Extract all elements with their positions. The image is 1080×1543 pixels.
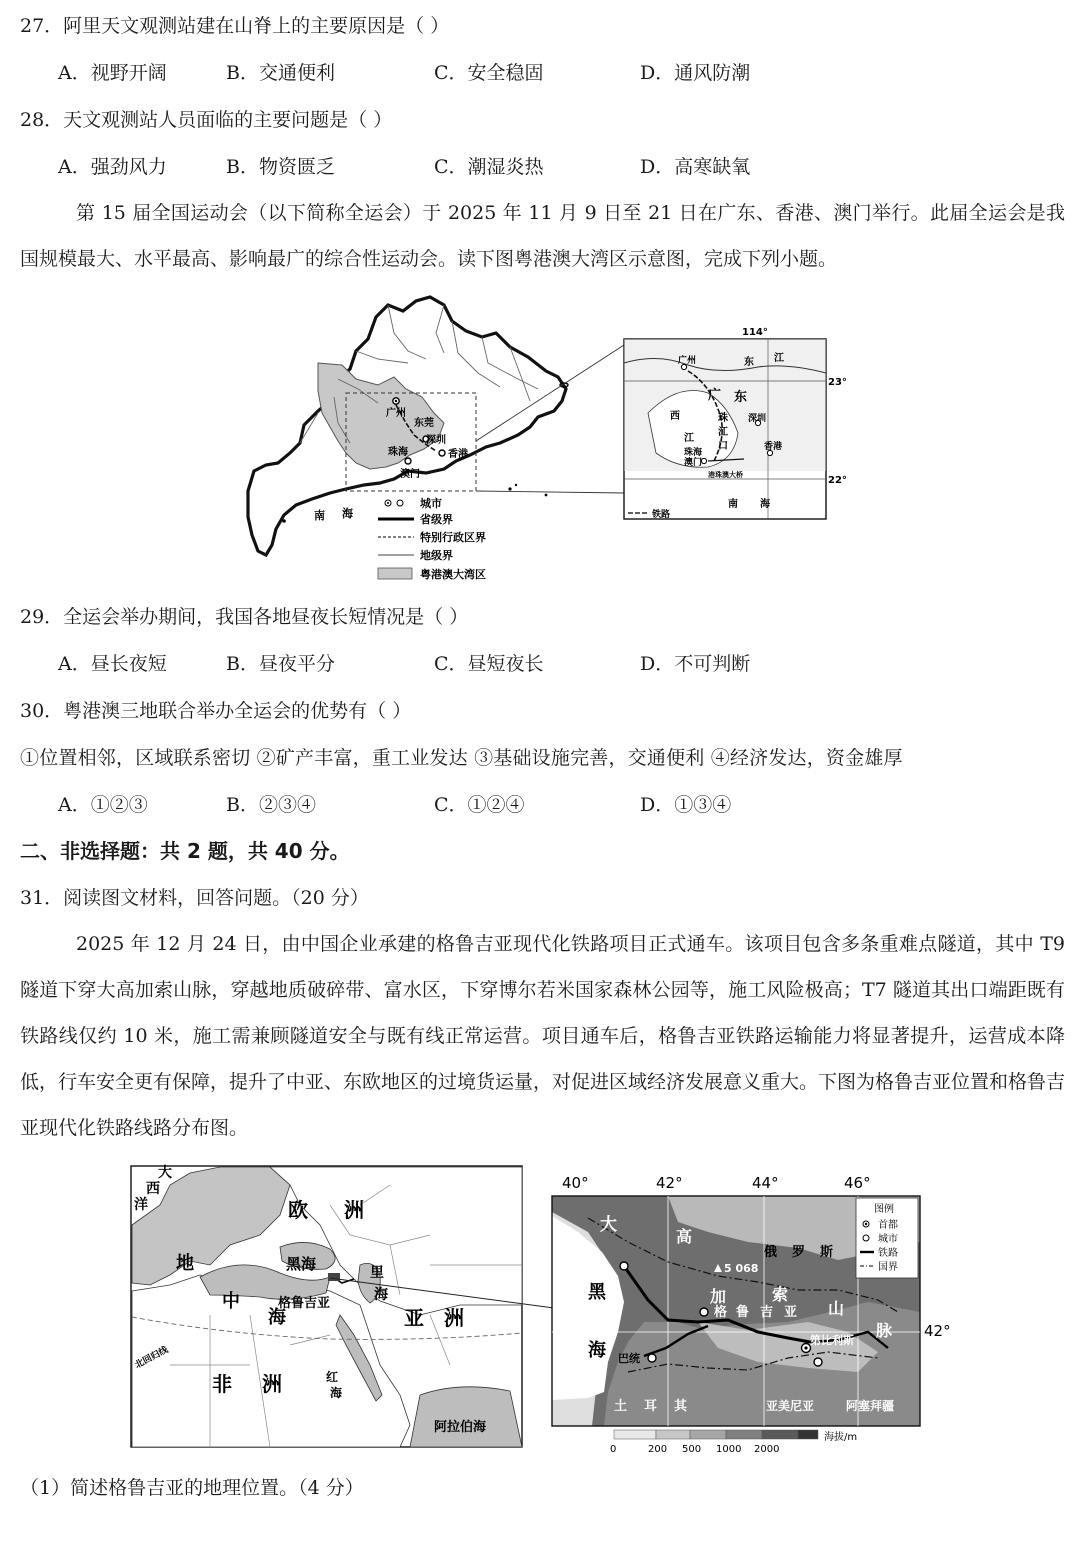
map1-label-macau: 澳门 <box>400 469 420 480</box>
svg-text:5 068: 5 068 <box>724 1262 759 1275</box>
svg-text:亚: 亚 <box>404 1306 424 1330</box>
svg-text:22°: 22° <box>828 475 847 486</box>
q29-stem: 29．全运会举办期间，我国各地昼夜长短情况是（ ） <box>20 606 469 628</box>
svg-text:斯: 斯 <box>820 1245 834 1260</box>
q27-stem: 27．阿里天文观测站建在山脊上的主要原因是（ ） <box>20 15 450 37</box>
map1-sea-2: 海 <box>342 507 353 520</box>
svg-text:格鲁吉亚: 格鲁吉亚 <box>278 1296 331 1311</box>
svg-text:2000: 2000 <box>754 1444 780 1455</box>
q28-option-b: B．物资匮乏 <box>226 156 335 178</box>
q30-statements: ①位置相邻，区域联系密切 ②矿产丰富，重工业发达 ③基础设施完善，交通便利 ④经济发达，资金雄厚 <box>20 747 903 769</box>
svg-text:中: 中 <box>222 1291 240 1312</box>
svg-text:1000: 1000 <box>716 1444 742 1455</box>
q28-option-a: A．强劲风力 <box>58 156 167 178</box>
svg-text:城市: 城市 <box>878 1234 898 1245</box>
svg-text:索: 索 <box>772 1285 789 1304</box>
q30-stem: 30．粤港澳三地联合举办全运会的优势有（ ） <box>20 700 412 722</box>
svg-text:亚: 亚 <box>784 1305 798 1320</box>
q28-option-d: D．高寒缺氧 <box>640 156 751 178</box>
svg-text:200: 200 <box>648 1444 668 1455</box>
svg-text:脉: 脉 <box>876 1321 893 1340</box>
svg-text:香港: 香港 <box>764 442 783 452</box>
svg-text:地: 地 <box>176 1253 194 1274</box>
svg-text:国界: 国界 <box>878 1262 898 1273</box>
svg-text:23°: 23° <box>828 377 847 388</box>
svg-text:首都: 首都 <box>878 1220 898 1231</box>
svg-text:海拔/m: 海拔/m <box>824 1432 858 1443</box>
svg-text:洲: 洲 <box>262 1372 282 1396</box>
svg-text:阿塞拜疆: 阿塞拜疆 <box>846 1399 895 1413</box>
georgia-railway-map <box>548 1172 960 1460</box>
svg-text:洋: 洋 <box>134 1197 148 1213</box>
svg-text:珠海: 珠海 <box>684 448 703 458</box>
svg-text:耳: 耳 <box>644 1399 658 1414</box>
svg-text:东: 东 <box>734 390 748 405</box>
q31-material: 2025 年 12 月 24 日，由中国企业承建的格鲁吉亚现代化铁路项目正式通车。该项目包含多条重难点隧道，其中 T9 隧道下穿大高加索山脉，穿越地质破碎带、富水区，下穿博尔若米国家森林公园等，施工风险极高；T7 隧道其出口端距既有铁路线仅约 10 米，施工需兼顾隧道安全与既有线正常运营。项目通车后，格鲁吉亚铁路运输能力将显著提升，运营成本降低，行车安全更有保障，提升了中亚、东欧地区的过境货运量，对促进区域经济发展意义重大。下图为格鲁吉亚位置和格鲁吉亚现代化铁路线路分布图。 <box>20 933 1066 1139</box>
svg-text:其: 其 <box>674 1399 688 1414</box>
svg-text:巴统: 巴统 <box>618 1352 640 1365</box>
q30-option-c: C．①②④ <box>434 794 525 816</box>
svg-text:洲: 洲 <box>444 1306 464 1330</box>
q27-option-c: C．安全稳固 <box>434 62 544 84</box>
q31-sub-question-1: （1）简述格鲁吉亚的地理位置。（4 分） <box>20 1477 364 1499</box>
svg-text:广: 广 <box>708 388 722 403</box>
svg-text:江: 江 <box>684 433 694 444</box>
svg-text:俄: 俄 <box>764 1245 778 1260</box>
intro-paragraph: 第 15 届全国运动会（以下简称全运会）于 2025 年 11 月 9 日至 21 日在广东、香港、澳门举行。此届全运会是我国规模最大、水平最高、影响最广的综合性运动会。读下图粤港澳大湾区示意图，完成下列小题。 <box>20 202 1065 270</box>
svg-text:广州: 广州 <box>678 356 697 366</box>
map1-inset <box>624 327 847 520</box>
q29-option-c: C．昼短夜长 <box>434 653 544 675</box>
svg-text:加: 加 <box>710 1287 727 1306</box>
svg-text:红: 红 <box>326 1370 339 1384</box>
svg-text:42°: 42° <box>656 1174 683 1192</box>
q30-option-d: D．①③④ <box>640 794 732 816</box>
q29-option-a: A．昼长夜短 <box>58 653 167 675</box>
svg-text:114°: 114° <box>742 327 768 338</box>
svg-text:特别行政区界: 特别行政区界 <box>420 531 486 544</box>
svg-text:非: 非 <box>212 1372 232 1396</box>
svg-text:罗: 罗 <box>792 1245 806 1260</box>
svg-text:吉: 吉 <box>760 1305 774 1320</box>
svg-text:港珠澳大桥: 港珠澳大桥 <box>708 471 743 479</box>
map-connector-line <box>330 1268 556 1310</box>
svg-text:省级界: 省级界 <box>420 513 453 526</box>
q27-option-a: A．视野开阔 <box>58 62 167 84</box>
svg-text:珠: 珠 <box>718 413 728 424</box>
greater-bay-area-map <box>238 293 847 585</box>
svg-text:黑海: 黑海 <box>286 1255 317 1273</box>
map1-label-shenzhen: 深圳 <box>426 435 446 446</box>
svg-text:北回归线: 北回归线 <box>133 1345 171 1371</box>
svg-text:0: 0 <box>610 1444 617 1455</box>
q31-stem: 31．阅读图文材料，回答问题。（20 分） <box>20 887 369 909</box>
svg-text:西: 西 <box>670 411 680 422</box>
svg-text:洲: 洲 <box>344 1198 364 1222</box>
svg-text:图例: 图例 <box>874 1204 894 1215</box>
svg-text:西: 西 <box>146 1181 160 1197</box>
map1-legend <box>378 496 486 581</box>
svg-text:500: 500 <box>682 1444 702 1455</box>
svg-text:地级界: 地级界 <box>420 549 453 562</box>
svg-text:深圳: 深圳 <box>748 414 767 424</box>
map1-label-guangzhou: 广州 <box>386 408 406 419</box>
svg-text:海: 海 <box>330 1386 343 1400</box>
svg-text:江: 江 <box>718 427 728 438</box>
svg-text:大: 大 <box>600 1215 617 1235</box>
map1-label-hongkong: 香港 <box>448 449 468 460</box>
map1-sea-1: 南 <box>314 509 325 522</box>
svg-text:欧: 欧 <box>288 1198 308 1222</box>
elevation-scale <box>610 1430 857 1455</box>
svg-text:42°: 42° <box>924 1322 951 1340</box>
q27-option-d: D．通风防潮 <box>640 62 751 84</box>
q29-option-b: B．昼夜平分 <box>226 653 335 675</box>
section-heading: 二、非选择题：共 2 题，共 40 分。 <box>20 839 350 863</box>
svg-text:江: 江 <box>774 353 784 364</box>
q30-option-a: A．①②③ <box>58 794 148 816</box>
svg-text:高: 高 <box>676 1227 693 1246</box>
svg-text:第比利斯: 第比利斯 <box>810 1334 854 1347</box>
map1-label-zhuhai: 珠海 <box>388 447 408 458</box>
q27-option-b: B．交通便利 <box>226 62 335 84</box>
svg-text:城市: 城市 <box>420 497 442 510</box>
svg-text:海: 海 <box>760 499 770 510</box>
svg-text:44°: 44° <box>752 1174 779 1192</box>
svg-text:黑: 黑 <box>588 1282 606 1303</box>
svg-text:铁路: 铁路 <box>878 1248 898 1259</box>
svg-text:澳门: 澳门 <box>684 458 703 468</box>
q29-option-d: D．不可判断 <box>640 653 751 675</box>
svg-text:阿拉伯海: 阿拉伯海 <box>434 1420 487 1435</box>
svg-text:东: 东 <box>744 357 754 368</box>
svg-text:粤港澳大湾区: 粤港澳大湾区 <box>420 568 486 581</box>
svg-text:鲁: 鲁 <box>736 1305 750 1320</box>
q28-option-c: C．潮湿炎热 <box>434 156 544 178</box>
map1-label-dongguan: 东莞 <box>414 418 434 429</box>
svg-text:铁路: 铁路 <box>652 510 671 520</box>
svg-text:46°: 46° <box>844 1174 871 1192</box>
q30-option-b: B．②③④ <box>226 794 316 816</box>
svg-text:40°: 40° <box>562 1174 589 1192</box>
svg-text:口: 口 <box>718 441 728 452</box>
svg-text:里: 里 <box>370 1265 384 1281</box>
svg-text:海: 海 <box>268 1307 286 1328</box>
q28-stem: 28．天文观测站人员面临的主要问题是（ ） <box>20 109 393 131</box>
svg-text:大: 大 <box>158 1165 172 1181</box>
svg-text:海: 海 <box>588 1340 606 1361</box>
svg-text:亚美尼亚: 亚美尼亚 <box>766 1399 815 1413</box>
svg-text:南: 南 <box>728 499 738 510</box>
svg-text:格: 格 <box>714 1305 728 1320</box>
svg-text:山: 山 <box>828 1299 845 1318</box>
svg-text:土: 土 <box>614 1399 628 1414</box>
map2-legend <box>856 1198 918 1278</box>
svg-text:海: 海 <box>374 1287 388 1303</box>
